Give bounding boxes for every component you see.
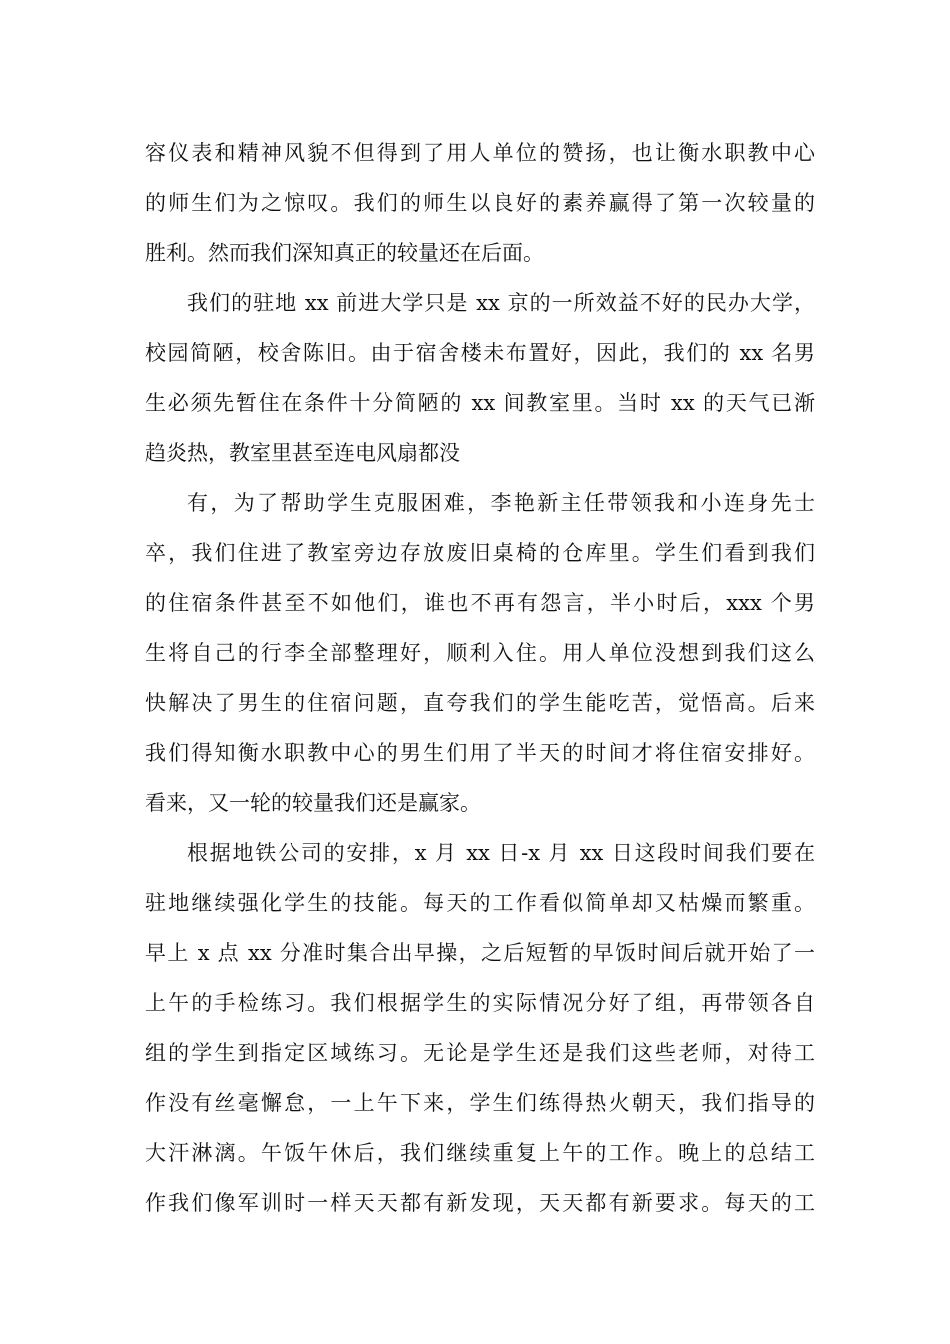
text-line: 趋炎热，教室里甚至连电风扇都没 (145, 441, 460, 465)
text-line: 胜利。然而我们深知真正的较量还在后面。 (145, 241, 544, 265)
text-line: 的住宿条件甚至不如他们，谁也不再有怨言，半小时后，xxx 个男 (145, 591, 815, 615)
text-line: 快解决了男生的住宿问题，直夸我们的学生能吃苦，觉悟高。后来 (145, 691, 815, 715)
body-text (145, 128, 815, 1228)
text-line: 我们的驻地 xx 前进大学只是 xx 京的一所效益不好的民办大学， (187, 291, 815, 315)
text-line: 生必须先暂住在条件十分简陋的 xx 间教室里。当时 xx 的天气已渐 (145, 391, 815, 415)
text-line: 早上 x 点 xx 分准时集合出早操，之后短暂的早饭时间后就开始了一 (145, 941, 815, 965)
text-line: 作我们像军训时一样天天都有新发现，天天都有新要求。每天的工 (145, 1191, 815, 1215)
text-line: 卒，我们住进了教室旁边存放废旧桌椅的仓库里。学生们看到我们 (145, 541, 815, 565)
text-line: 作没有丝毫懈怠，一上午下来，学生们练得热火朝天，我们指导的 (145, 1091, 815, 1115)
text-line: 的师生们为之惊叹。我们的师生以良好的素养赢得了第一次较量的 (145, 191, 815, 215)
text-line: 根据地铁公司的安排，x 月 xx 日-x 月 xx 日这段时间我们要在 (187, 841, 815, 865)
text-line: 驻地继续强化学生的技能。每天的工作看似简单却又枯燥而繁重。 (145, 891, 815, 915)
text-line: 校园简陋，校舍陈旧。由于宿舍楼未布置好，因此，我们的 xx 名男 (145, 341, 815, 365)
text-line: 生将自己的行李全部整理好，顺利入住。用人单位没想到我们这么 (145, 641, 815, 665)
text-line: 大汗淋漓。午饭午休后，我们继续重复上午的工作。晚上的总结工 (145, 1141, 815, 1165)
text-line: 组的学生到指定区域练习。无论是学生还是我们这些老师，对待工 (145, 1041, 815, 1065)
text-line: 我们得知衡水职教中心的男生们用了半天的时间才将住宿安排好。 (145, 741, 815, 765)
text-line: 有，为了帮助学生克服困难，李艳新主任带领我和小连身先士 (187, 491, 815, 515)
text-line: 看来，又一轮的较量我们还是赢家。 (145, 791, 481, 815)
text-line: 上午的手检练习。我们根据学生的实际情况分好了组，再带领各自 (145, 991, 815, 1015)
text-line: 容仪表和精神风貌不但得到了用人单位的赞扬，也让衡水职教中心 (145, 141, 815, 165)
